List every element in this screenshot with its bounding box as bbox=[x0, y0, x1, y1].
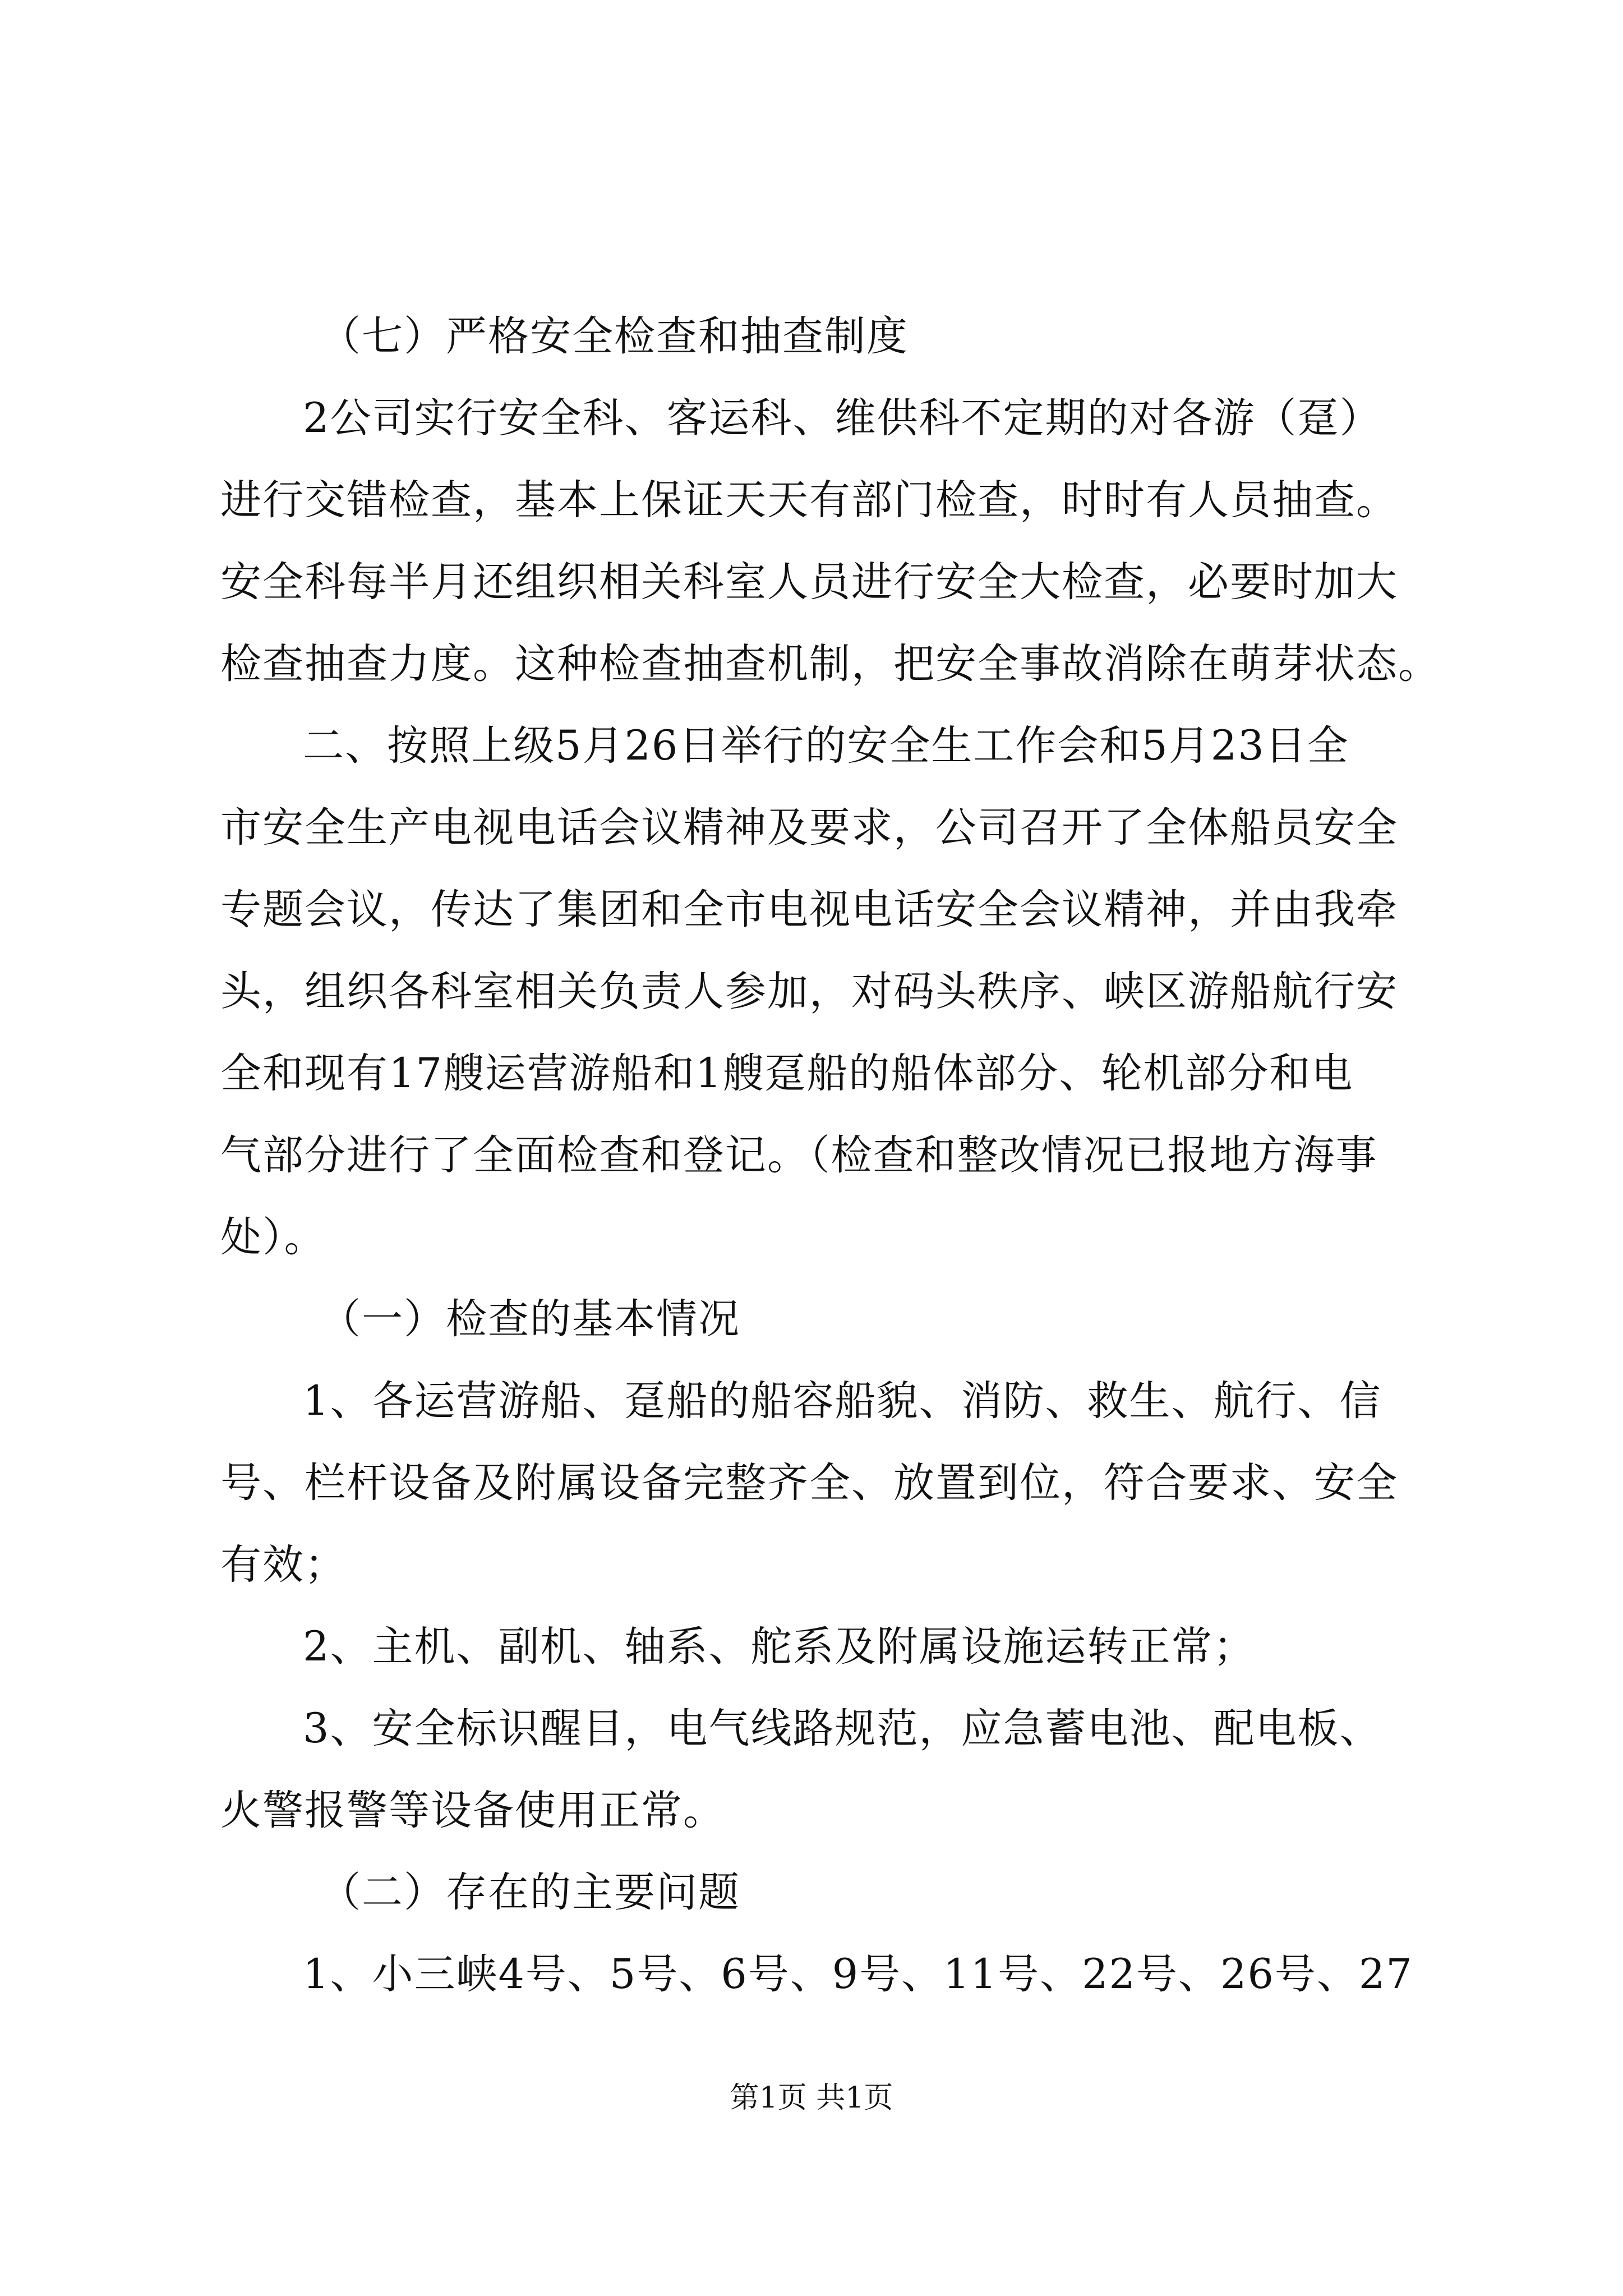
paragraph-line: 1、小三峡4号、5号、6号、9号、11号、22号、26号、27 bbox=[303, 1950, 1413, 1998]
paragraph-line: 全和现有17艘运营游船和1艘趸船的船体部分、轮机部分和电 bbox=[220, 1050, 1354, 1097]
paragraph-line: 气部分进行了全面检查和登记。（检查和整改情况已报地方海事 bbox=[220, 1131, 1378, 1179]
section-heading: （一）检查的基本情况 bbox=[320, 1295, 740, 1343]
paragraph-line: 2、主机、副机、轴系、舵系及附属设施运转正常； bbox=[303, 1623, 1256, 1671]
paragraph-line: 有效； bbox=[220, 1541, 347, 1589]
paragraph-line: 市安全生产电视电话会议精神及要求，公司召开了全体船员安全 bbox=[220, 804, 1398, 852]
paragraph-line: 2公司实行安全科、客运科、维供科不定期的对各游（趸） bbox=[303, 394, 1382, 442]
paragraph-line: 头，组织各科室相关负责人参加，对码头秩序、峡区游船航行安 bbox=[220, 968, 1398, 1015]
paragraph-line: 处）。 bbox=[220, 1213, 326, 1261]
paragraph-line: 二、按照上级5月26日举行的安全生工作会和5月23日全 bbox=[303, 722, 1349, 770]
paragraph-line: 火警报警等设备使用正常。 bbox=[220, 1787, 725, 1834]
paragraph-line: 安全科每半月还组织相关科室人员进行安全大检查，必要时加大 bbox=[220, 558, 1398, 606]
paragraph-line: 检查抽查力度。这种检查抽查机制，把安全事故消除在萌芽状态。 bbox=[220, 640, 1440, 688]
paragraph-line: 3、安全标识醒目，电气线路规范，应急蓄电池、配电板、 bbox=[303, 1705, 1382, 1752]
section-heading: （二）存在的主要问题 bbox=[320, 1869, 740, 1916]
paragraph-line: 专题会议，传达了集团和全市电视电话安全会议精神，并由我牵 bbox=[220, 886, 1398, 933]
paragraph-line: 进行交错检查，基本上保证天天有部门检查，时时有人员抽查。 bbox=[220, 476, 1398, 524]
paragraph-line: 1、各运营游船、趸船的船容船貌、消防、救生、航行、信 bbox=[303, 1377, 1382, 1425]
section-heading: （七）严格安全检查和抽查制度 bbox=[320, 312, 909, 360]
page-footer: 第1页 共1页 bbox=[730, 2081, 893, 2115]
paragraph-line: 号、栏杆设备及附属设备完整齐全、放置到位，符合要求、安全 bbox=[220, 1459, 1398, 1507]
